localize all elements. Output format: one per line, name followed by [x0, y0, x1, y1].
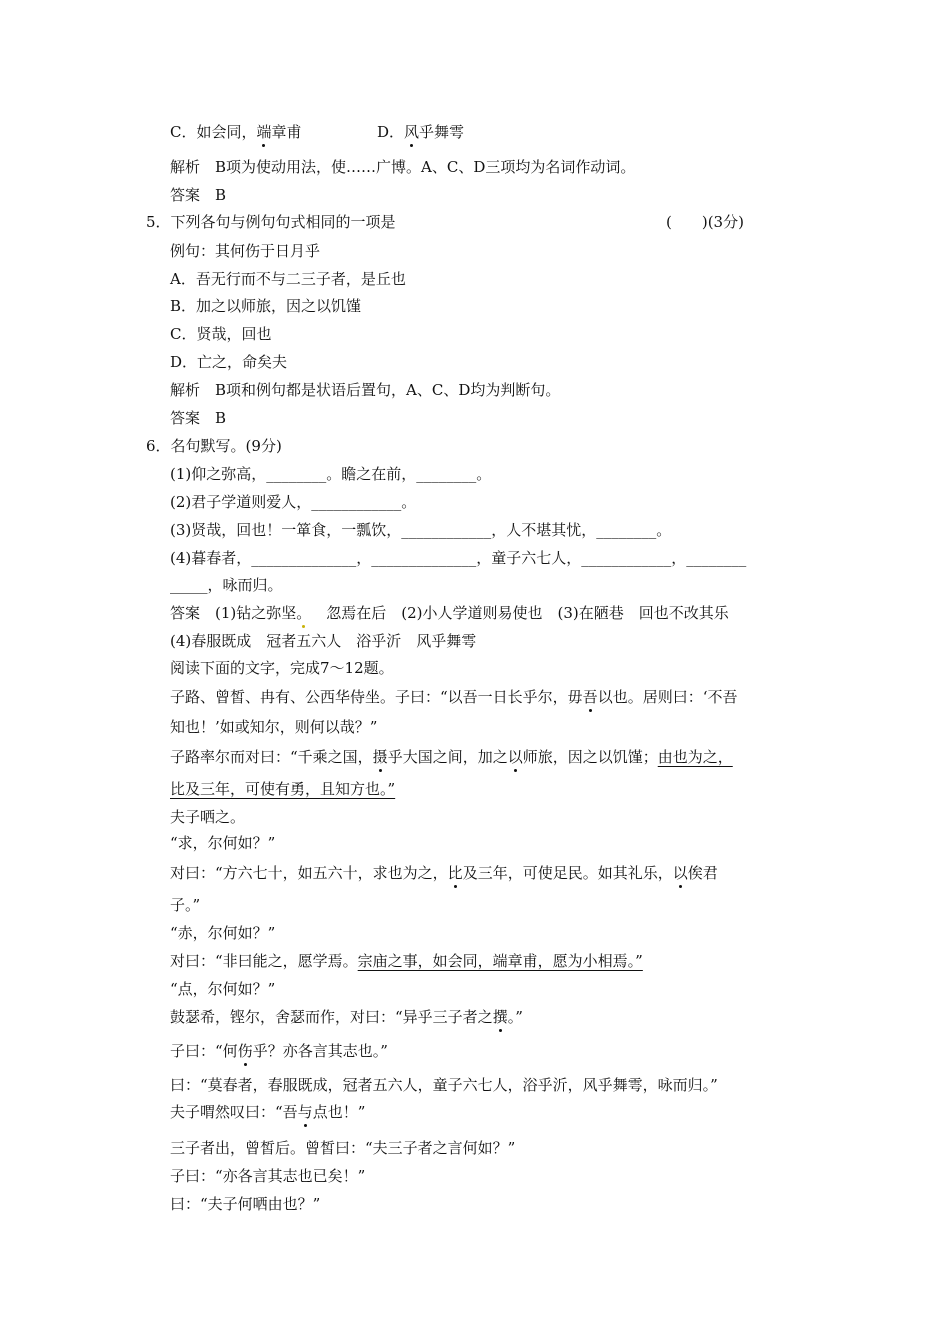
- q6-item-2: (2)君子学道则爱人，____________。: [170, 493, 417, 511]
- emphasis-dot-char: 端: [256, 123, 272, 141]
- q4-options-line: [170, 125, 302, 140]
- passage-line: [170, 866, 718, 881]
- option-d-label: D．: [377, 123, 405, 141]
- q5-score: ( )(3分): [666, 213, 744, 231]
- emphasis-dot-char: 与: [297, 1103, 313, 1121]
- q6-answer-line-2: (4)春服既成 冠者五六人 浴乎沂 风乎舞雩: [170, 632, 477, 650]
- passage-text: 。”: [507, 1008, 523, 1026]
- answer-text: 忽焉在后 (2)小人学道则易使也 (3)在陋巷 回也不改其乐: [311, 604, 729, 622]
- q6-item-3: (3)贤哉，回也！一箪食，一瓢饮，____________，人不堪其忧，________。: [170, 521, 672, 539]
- emphasis-dot-char: 以: [507, 748, 523, 766]
- passage-text: 对曰：“方六七十，如五六十，求也为之，: [170, 864, 448, 882]
- passage-line: “赤，尔何如？”: [170, 924, 276, 942]
- q6-answer-line-1: [170, 606, 729, 621]
- passage-text: 乎大国之间，加之: [387, 748, 508, 766]
- passage-text: 点也！”: [312, 1103, 366, 1121]
- passage-line: 子。”: [170, 896, 201, 914]
- passage-text: 子路率尔而对曰：“千乘之国，: [170, 748, 373, 766]
- q6-item-1: (1)仰之弥高，________。瞻之在前，________。: [170, 465, 492, 483]
- option-c-text: C．如会同，: [170, 123, 257, 141]
- passage-text: 子曰：“何: [170, 1042, 238, 1060]
- emphasis-dot-char: 摄: [372, 748, 388, 766]
- q5-answer: 答案 B: [170, 409, 227, 427]
- q5-analysis: 解析 B项和例句都是状语后置句，A、C、D均为判断句。: [170, 381, 561, 399]
- passage-text: 子路、曾皙、冉有、公西华侍坐。子曰：“以吾一日长乎尔，毋: [170, 688, 583, 706]
- passage-line: [170, 1010, 523, 1025]
- passage-text: 夫子喟然叹曰：“吾: [170, 1103, 298, 1121]
- passage-line: [170, 782, 395, 797]
- passage-text: 师旅，因之以饥馑；: [522, 748, 658, 766]
- q5-option-d: D．亡之，命矣夫: [170, 353, 288, 371]
- q4-answer: 答案 B: [170, 186, 227, 204]
- passage-line: [170, 954, 643, 969]
- passage-line: 子曰：“亦各言其志也已矣！”: [170, 1167, 366, 1185]
- passage-line: [170, 1044, 388, 1059]
- q6-item-4-cont: _____，咏而归。: [170, 576, 283, 594]
- emphasis-dot-char: 吾: [582, 688, 598, 706]
- emphasis-dot-char: 比: [447, 864, 463, 882]
- passage-text: 对曰：“非曰能之，愿学焉。: [170, 952, 358, 970]
- passage-line: “求，尔何如？”: [170, 834, 276, 852]
- passage-text: 以也。居则曰：‘不吾: [597, 688, 738, 706]
- passage-line: 曰：“莫春者，春服既成，冠者五六人，童子六七人，浴乎沂，风乎舞雩，咏而归。”: [170, 1076, 718, 1094]
- passage-line: 三子者出，曾皙后。曾皙曰：“夫三子者之言何如？”: [170, 1139, 516, 1157]
- q4-option-d: [377, 125, 464, 140]
- passage-line: [170, 750, 733, 765]
- passage-text: 乎？亦各言其志也。”: [252, 1042, 388, 1060]
- passage-line: “点，尔何如？”: [170, 980, 276, 998]
- q6-stem: 6．名句默写。(9分): [146, 437, 282, 455]
- passage-line: 夫子哂之。: [170, 808, 246, 826]
- q5-option-c: C．贤哉，回也: [170, 325, 272, 343]
- q5-stem: 5．下列各句与例句句式相同的一项是: [146, 213, 396, 231]
- answer-text: 答案 (1)钻之弥坚: [170, 604, 297, 622]
- option-c-text: 章甫: [271, 123, 302, 141]
- q5-option-a: A．吾无行而不与二三子者，是丘也: [170, 270, 406, 288]
- q6-item-4: (4)暮春者，______________，______________，童子六七人，____________，________: [170, 549, 747, 567]
- passage-line: [170, 690, 737, 705]
- passage-line: [170, 1105, 365, 1120]
- option-d-text: 乎舞雩: [419, 123, 465, 141]
- emphasis-dot-char: 以: [672, 864, 688, 882]
- passage-line: 曰：“夫子何哂由也？”: [170, 1195, 321, 1213]
- q5-option-b: B．加之以师旅，因之以饥馑: [170, 297, 362, 315]
- underlined-text: 宗庙之事，如会同，端章甫，愿为小相焉。”: [357, 952, 643, 970]
- underlined-text: 比及三年，可使有勇，且知方也。”: [170, 780, 396, 798]
- passage-intro: 阅读下面的文字，完成7～12题。: [170, 659, 394, 677]
- passage-line: 知也！’如或知尔，则何以哉？”: [170, 718, 378, 736]
- passage-text: 鼓瑟希，铿尔，舍瑟而作，对曰：“异乎三子者之: [170, 1008, 493, 1026]
- passage-text: 及三年，可使足民。如其礼乐，: [462, 864, 673, 882]
- emphasis-dot-char: 。: [296, 604, 312, 622]
- underlined-text: 由也为之，: [657, 748, 733, 766]
- passage-text: 俟君: [687, 864, 718, 882]
- emphasis-dot-char: 风: [404, 123, 420, 141]
- emphasis-dot-char: 伤: [237, 1042, 253, 1060]
- emphasis-dot-char: 撰: [492, 1008, 508, 1026]
- q4-analysis: 解析 B项为使动用法，使……广博。A、C、D三项均为名词作动词。: [170, 158, 636, 176]
- q5-example: 例句：其何伤于日月乎: [170, 242, 321, 260]
